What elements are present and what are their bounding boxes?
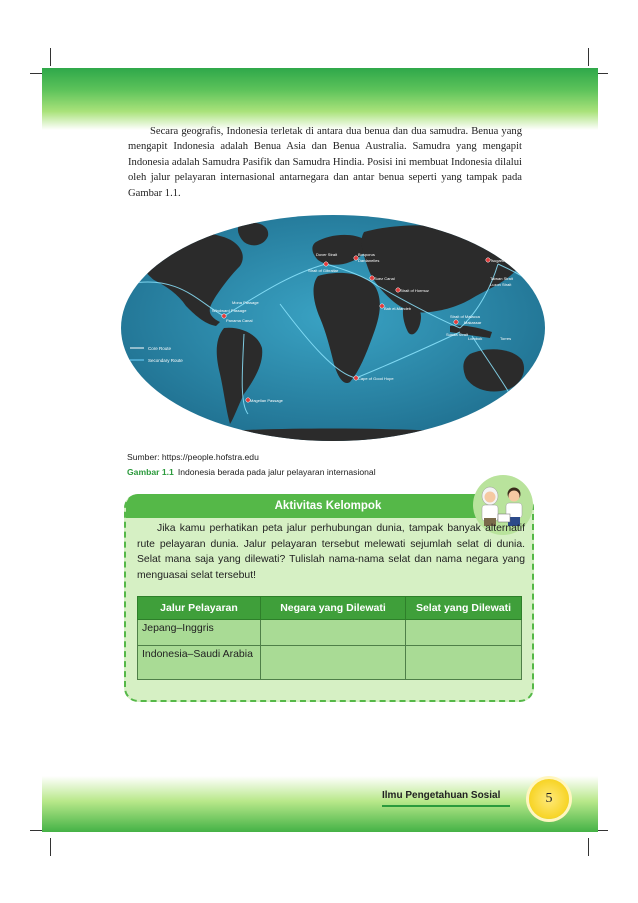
map-label: Strait of Malacca	[450, 314, 480, 319]
page-number: 5	[529, 779, 569, 819]
strait-marker	[454, 320, 458, 324]
activity-title: Aktivitas Kelompok	[126, 494, 530, 518]
map-label: Tsugaru	[490, 258, 505, 263]
table-row	[138, 646, 522, 680]
table-cell-country[interactable]	[261, 620, 406, 646]
map-label: Makassar	[464, 320, 482, 325]
map-label: Panama Canal	[226, 318, 253, 323]
map-label: Sunda Strait	[446, 332, 469, 337]
header-negara: Negara yang Dilewati	[261, 597, 406, 620]
header-jalur: Jalur Pelayaran	[138, 597, 261, 620]
activity-text: Jika kamu perhatikan peta jalur perhubungan dunia, tampak banyak alternatif rute pelayaran dunia. Jalur pelayaran tersebut melewati sejumlah selat di dunia. Selat mana saja yang dilewati? Tulislah nama-nama selat dan nama negara yang menguasai selat tersebut!	[137, 523, 525, 581]
map-label: Cape of Good Hope	[358, 376, 394, 381]
map-label: Taiwan Strait	[490, 276, 513, 281]
map-label: Magellan Passage	[250, 398, 283, 403]
map-label: Bosporus	[358, 252, 375, 257]
table-cell-route: Jepang–Inggris	[138, 620, 261, 646]
table-cell-country[interactable]	[261, 646, 406, 680]
map-label: Bab el-Mandeb	[384, 306, 412, 311]
header-band	[42, 68, 598, 130]
table-header-row	[138, 597, 522, 620]
map-label: Suez Canal	[374, 276, 395, 281]
table-row	[138, 620, 522, 646]
crop-mark	[588, 48, 589, 66]
table-cell-route: Indonesia–Saudi Arabia	[138, 646, 261, 680]
figure-label: Gambar 1.1	[127, 467, 174, 477]
crop-mark	[588, 838, 589, 856]
map-source: Sumber: https://people.hofstra.edu	[127, 452, 259, 462]
figure-caption	[127, 467, 376, 477]
crop-mark	[50, 838, 51, 856]
table-cell-strait[interactable]	[406, 646, 522, 680]
figure-caption-text: Indonesia berada pada jalur pelayaran internasional	[177, 467, 376, 477]
footer-band	[42, 776, 598, 832]
crop-mark	[50, 48, 51, 66]
map-label: Dardanelles	[358, 258, 380, 263]
map-label: Strait of Hormuz	[400, 288, 429, 293]
map-label: Torres	[500, 336, 512, 341]
map-label: Dover Strait	[316, 252, 338, 257]
map-label: Lombok	[468, 336, 483, 341]
strait-marker	[324, 262, 328, 266]
table-cell-strait[interactable]	[406, 620, 522, 646]
legend-secondary-label: Secondary Route	[148, 358, 183, 363]
map-label: Strait of Gibraltar	[308, 268, 339, 273]
map-label: Mona Passage	[232, 300, 259, 305]
footer-underline	[382, 805, 510, 807]
header-selat: Selat yang Dilewati	[406, 597, 522, 620]
intro-paragraph: Secara geografis, Indonesia terletak di antara dua benua dan dua samudra. Benua yang mengapit Indonesia adalah Benua Asia dan Benua Australia. Samudra yang mengapit Indonesia adalah Samudra Pasifik dan Samudra Hindia. Posisi ini membuat Indonesia dilalui oleh jalur pelayaran internasional antarnegara dan antar benua seperti yang tampak pada Gambar 1.1.	[128, 126, 522, 199]
footer-subject: Ilmu Pengetahuan Sosial	[382, 790, 501, 801]
map-label: Windward Passage	[212, 308, 247, 313]
world-shipping-map	[120, 214, 546, 442]
map-label: Luzon Strait	[490, 282, 512, 287]
antarctica	[160, 429, 510, 443]
route-table	[137, 596, 522, 680]
legend-core-label: Core Route	[148, 346, 172, 351]
